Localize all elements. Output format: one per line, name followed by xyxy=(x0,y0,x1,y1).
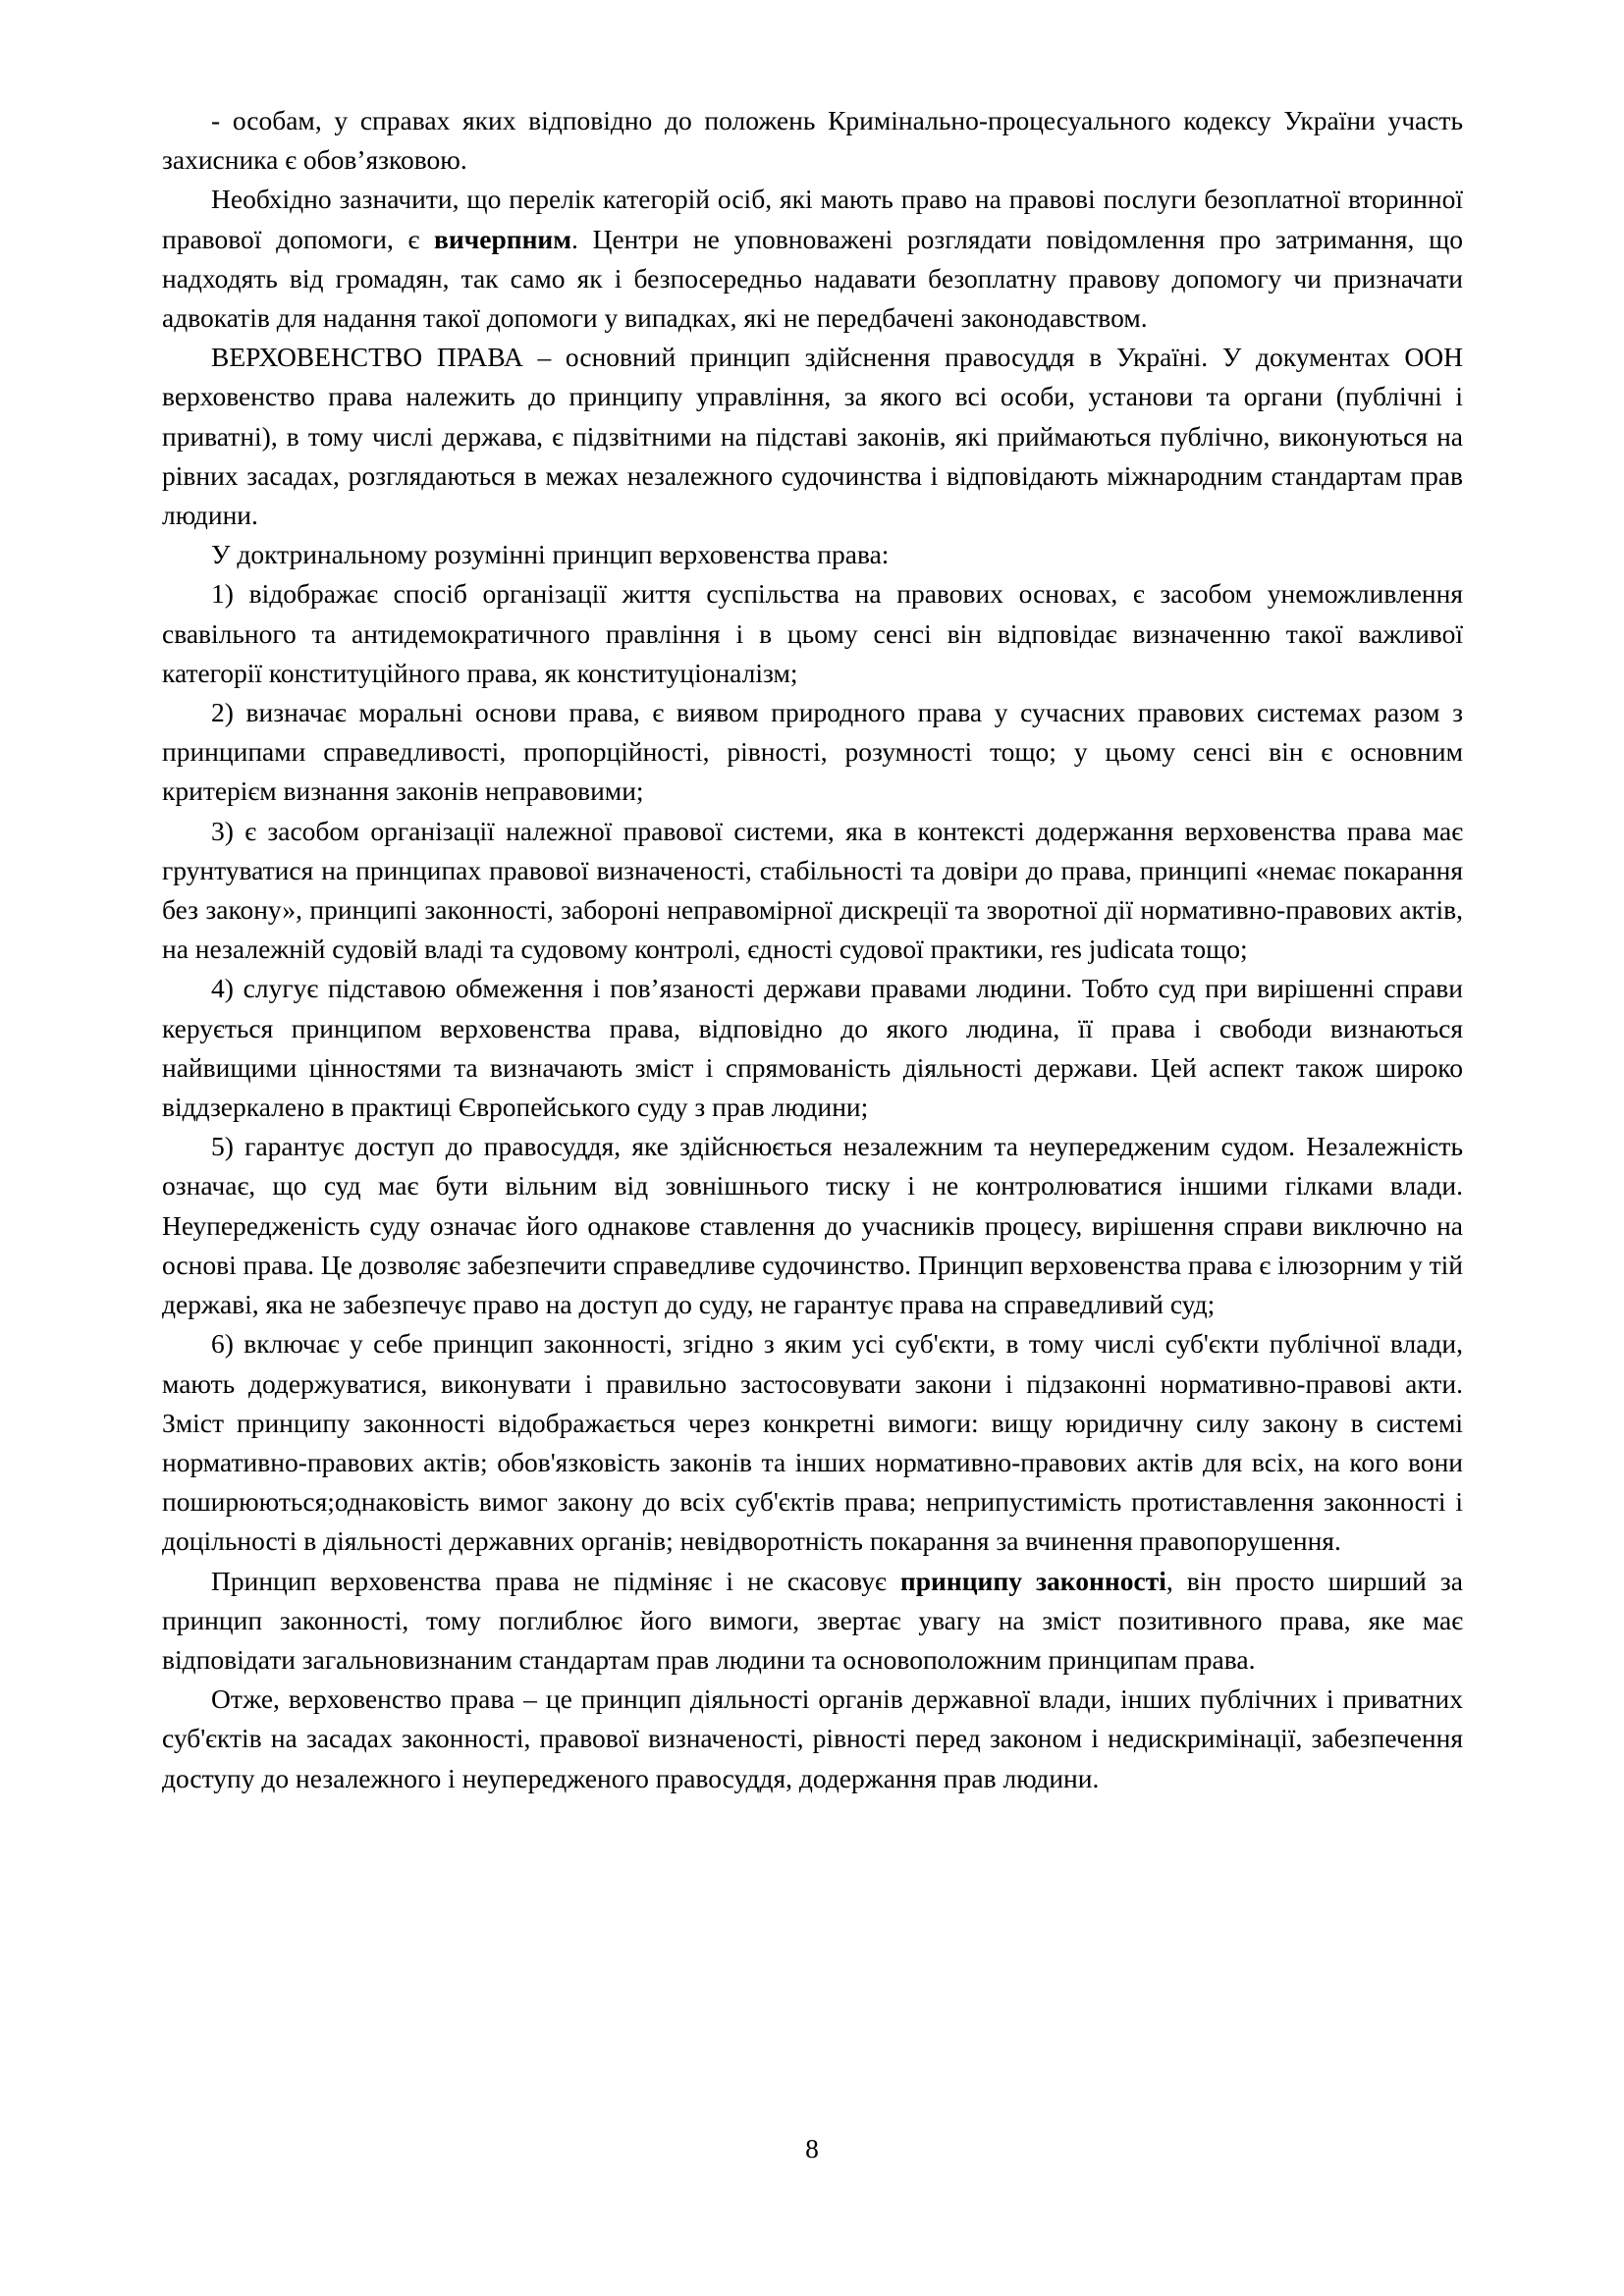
paragraph xyxy=(162,1127,1463,1324)
paragraph xyxy=(162,1680,1463,1798)
text-run: У доктринальному розумінні принцип верховенства права: xyxy=(211,539,890,570)
text-run-bold: вичерпним xyxy=(434,223,572,254)
paragraph xyxy=(162,574,1463,693)
text-run: ВЕРХОВЕНСТВО ПРАВА xyxy=(211,342,523,373)
text-run: . Центри не уповноважені розглядати повідомлення про затримання, що надходять від громадян, так само як і безпосередньо надавати безоплатну правову допомогу чи призначати адвокатів для надання такої допомоги у випадках, які не передбачені законодавством. xyxy=(162,223,1463,334)
text-run: 2) визначає моральні основи права, є виявом природного права у сучасних правових системах разом з принципами справедливості, пропорційності, рівності, розумності тощо; у цьому сенсі він є основним критерієм визнання законів неправовими; xyxy=(162,697,1463,807)
page-body-text xyxy=(162,101,1463,1798)
text-run: 5) гарантує доступ до правосуддя, яке здійснюється незалежним та неупередженим судом. Незалежність означає, що суд має бути вільним від зовнішнього тиску і не контролюватися іншими гілками влади. Неупередженість суду означає його однакове ставлення до учасників процесу, вирішення справи виключно на основі права. Це дозволяє забезпечити справедливе судочинство. Принцип верховенства права є ілюзорним у тій державі, яка не забезпечує право на доступ до суду, не гарантує права на справедливий суд; xyxy=(162,1131,1463,1320)
text-run: Необхідно зазначити, що перелік категорій осіб, які мають право на правові послуги безоплатної вторинної правової допомоги, є xyxy=(162,184,1463,254)
text-run-bold: принципу законності xyxy=(899,1565,1166,1596)
paragraph xyxy=(162,812,1463,970)
paragraph xyxy=(162,1562,1463,1681)
paragraph xyxy=(162,101,1463,180)
paragraph xyxy=(162,1324,1463,1561)
paragraph xyxy=(162,338,1463,535)
text-run: – основний принцип здійснення правосуддя в Україні. У документах ООН верховенство права належить до принципу управління, за якого всі особи, установи та органи (публічні і приватні), в тому числі держава, є підзвітними на підставі законів, які приймаються публічно, виконуються на рівних засадах, розглядаються в межах незалежного судочинства і відповідають міжнародним стандартам прав людини. xyxy=(162,342,1463,531)
text-run: 3) є засобом організації належної правової системи, яка в контексті додержання верховенства права має грунтуватися на принципах правової визначеності, стабільності та довіри до права, принципі «немає покарання без закону», принципі законності, забороні неправомірної дискреції та зворотної дії нормативно-правових актів, на незалежній судовій владі та судовому контролі, єдності судової практики, res judicata тощо; xyxy=(162,815,1463,965)
page-number: 8 xyxy=(805,2133,819,2163)
text-run: Принцип верховенства права не підміняє і не скасовує xyxy=(211,1565,900,1596)
text-run: 1) відображає спосіб організації життя суспільства на правових основах, є засобом унеможливлення свавільного та антидемократичного правління і в цьому сенсі він відповідає визначенню такої важливої категорії конституційного права, як конституціоналізм; xyxy=(162,578,1463,688)
paragraph xyxy=(162,535,1463,574)
paragraph xyxy=(162,180,1463,338)
paragraph xyxy=(162,969,1463,1127)
text-run: Отже, верховенство права – це принцип діяльності органів державної влади, інших публічних і приватних суб'єктів на засадах законності, правової визначеності, рівності перед законом і недискримінації, забезпечення доступу до незалежного і неупередженого правосуддя, додержання прав людини. xyxy=(162,1683,1463,1793)
paragraph xyxy=(162,693,1463,812)
text-run: , він просто ширший за принцип законності, тому поглиблює його вимоги, звертає увагу на зміст позитивного права, яке має відповідати загальновизнаним стандартам прав людини та основоположним принципам права. xyxy=(162,1565,1463,1675)
text-run: 6) включає у себе принцип законності, згідно з яким усі суб'єкти, в тому числі суб'єкти публічної влади, мають додержуватися, виконувати і правильно застосовувати закони і підзаконні нормативно-правові акти. Зміст принципу законності відображається через конкретні вимоги: вищу юридичну силу закону в системі нормативно-правових актів; обов'язковість законів та інших нормативно-правових актів для всіх, на кого вони поширюються;однаковість вимог закону до всіх суб'єктів права; неприпустимість протиставлення законності і доцільності в діяльності державних органів; невідворотність покарання за вчинення правопорушення. xyxy=(162,1328,1463,1557)
text-run: - особам, у справах яких відповідно до положень Кримінально-процесуального кодексу України участь захисника є обов’язковою. xyxy=(162,105,1463,176)
text-run: 4) слугує підставою обмеження і пов’язаності держави правами людини. Тобто суд при вирішенні справи керується принципом верховенства права, відповідно до якого людина, її права і свободи визнаються найвищими цінностями та визначають зміст і спрямованість діяльності держави. Цей аспект також широко віддзеркалено в практиці Європейського суду з прав людини; xyxy=(162,973,1463,1123)
